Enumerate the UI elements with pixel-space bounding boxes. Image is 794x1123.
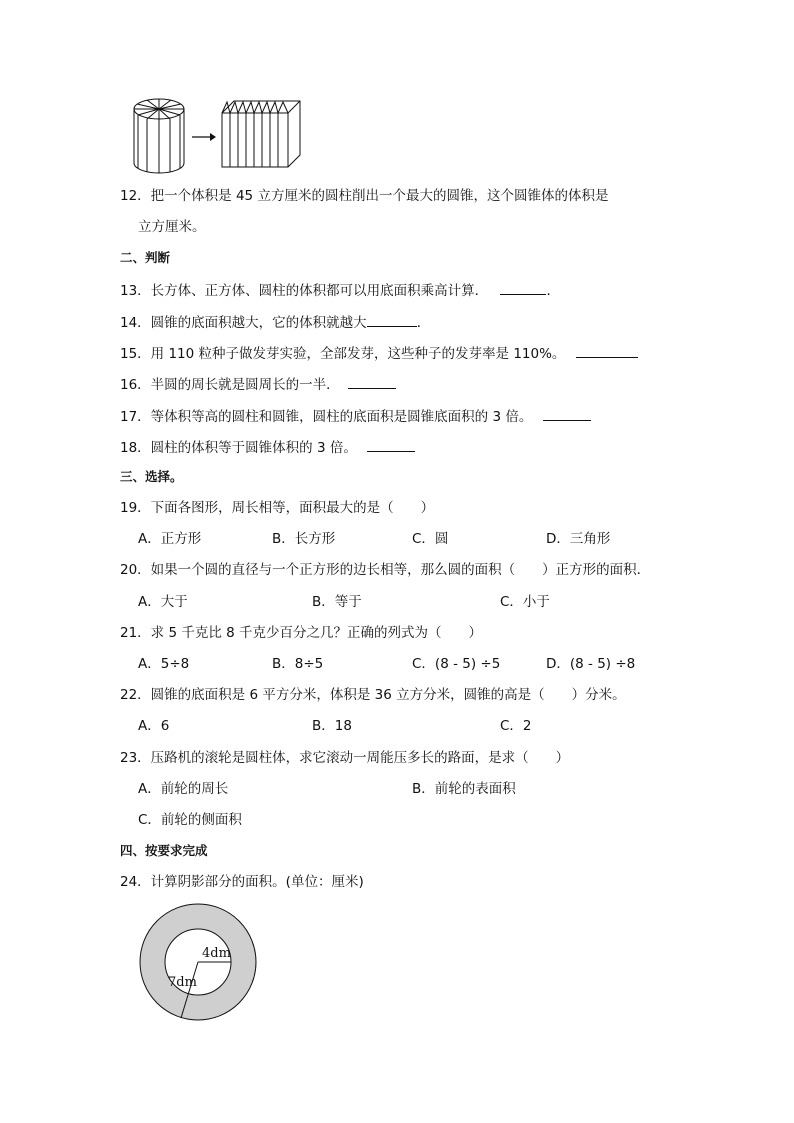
option-b[interactable]: B．长方形 <box>272 531 336 547</box>
question-12-continued: 立方厘米。 <box>138 219 206 235</box>
option-c[interactable]: C．(8 - 5) ÷5 <box>412 656 501 672</box>
question-12: 12．把一个体积是 45 立方厘米的圆柱削出一个最大的圆锥，这个圆锥体的体积是 <box>120 188 609 204</box>
inner-radius-label: 4dm <box>202 946 231 961</box>
question-16-text: 16．半圆的周长就是圆周长的一半． <box>120 377 340 393</box>
option-c[interactable]: C．2 <box>500 718 532 734</box>
answer-blank[interactable] <box>348 374 396 389</box>
option-c[interactable]: C．小于 <box>500 594 550 610</box>
question-19: 19．下面各图形，周长相等，面积最大的是（ ） <box>120 500 435 516</box>
cylinder-to-cuboid-figure <box>130 95 310 175</box>
question-14-tail: ． <box>416 315 431 331</box>
question-23: 23．压路机的滚轮是圆柱体，求它滚动一周能压多长的路面，是求（ ） <box>120 750 570 766</box>
option-c[interactable]: C．圆 <box>412 531 449 547</box>
option-a[interactable]: A．正方形 <box>138 531 202 547</box>
section-heading-tasks: 四、按要求完成 <box>120 843 208 858</box>
question-24: 24．计算阴影部分的面积。(单位：厘米) <box>120 874 364 890</box>
option-b[interactable]: B．18 <box>312 718 352 734</box>
question-13-text: 13．长方体、正方体、圆柱的体积都可以用底面积乘高计算． <box>120 283 489 299</box>
answer-blank[interactable] <box>576 343 638 358</box>
option-d[interactable]: D．三角形 <box>546 531 611 547</box>
answer-blank[interactable] <box>367 312 417 327</box>
question-18 <box>120 437 415 457</box>
question-15 <box>120 343 638 363</box>
question-15-text: 15．用 110 粒种子做发芽实验，全部发芽，这些种子的发芽率是 110%。 <box>120 346 566 362</box>
annulus-figure <box>136 900 260 1024</box>
option-a[interactable]: A．6 <box>138 718 170 734</box>
question-17 <box>120 406 591 426</box>
question-18-text: 18．圆柱的体积等于圆锥体积的 3 倍。 <box>120 440 357 456</box>
question-13-tail: ． <box>546 283 560 299</box>
cuboid-figure <box>222 101 300 167</box>
question-14-text: 14．圆锥的底面积越大，它的体积就越大 <box>120 315 367 331</box>
option-b[interactable]: B．等于 <box>312 594 362 610</box>
option-c[interactable]: C．前轮的侧面积 <box>138 812 242 828</box>
question-21: 21．求 5 千克比 8 千克少百分之几？正确的列式为（ ） <box>120 625 483 641</box>
outer-radius-label: 7dm <box>168 975 197 990</box>
question-14 <box>120 312 430 332</box>
option-d[interactable]: D．(8 - 5) ÷8 <box>546 656 636 672</box>
option-a[interactable]: A．前轮的周长 <box>138 781 229 797</box>
question-17-text: 17．等体积等高的圆柱和圆锥，圆柱的底面积是圆锥底面积的 3 倍。 <box>120 409 533 425</box>
question-13 <box>120 280 560 300</box>
option-a[interactable]: A．5÷8 <box>138 656 190 672</box>
section-heading-judge: 二、判断 <box>120 250 171 265</box>
arrow-right-icon <box>192 133 216 141</box>
section-heading-choice: 三、选择。 <box>120 469 183 484</box>
option-b[interactable]: B．前轮的表面积 <box>412 781 516 797</box>
option-b[interactable]: B．8÷5 <box>272 656 324 672</box>
answer-blank[interactable] <box>500 280 546 295</box>
option-a[interactable]: A．大于 <box>138 594 188 610</box>
answer-blank[interactable] <box>367 437 415 452</box>
question-22: 22．圆锥的底面积是 6 平方分米，体积是 36 立方分米，圆锥的高是（ ）分米。 <box>120 687 626 703</box>
question-16 <box>120 374 396 394</box>
question-20: 20．如果一个圆的直径与一个正方形的边长相等，那么圆的面积（ ）正方形的面积． <box>120 562 651 578</box>
cylinder-figure <box>134 99 184 173</box>
answer-blank[interactable] <box>543 406 591 421</box>
